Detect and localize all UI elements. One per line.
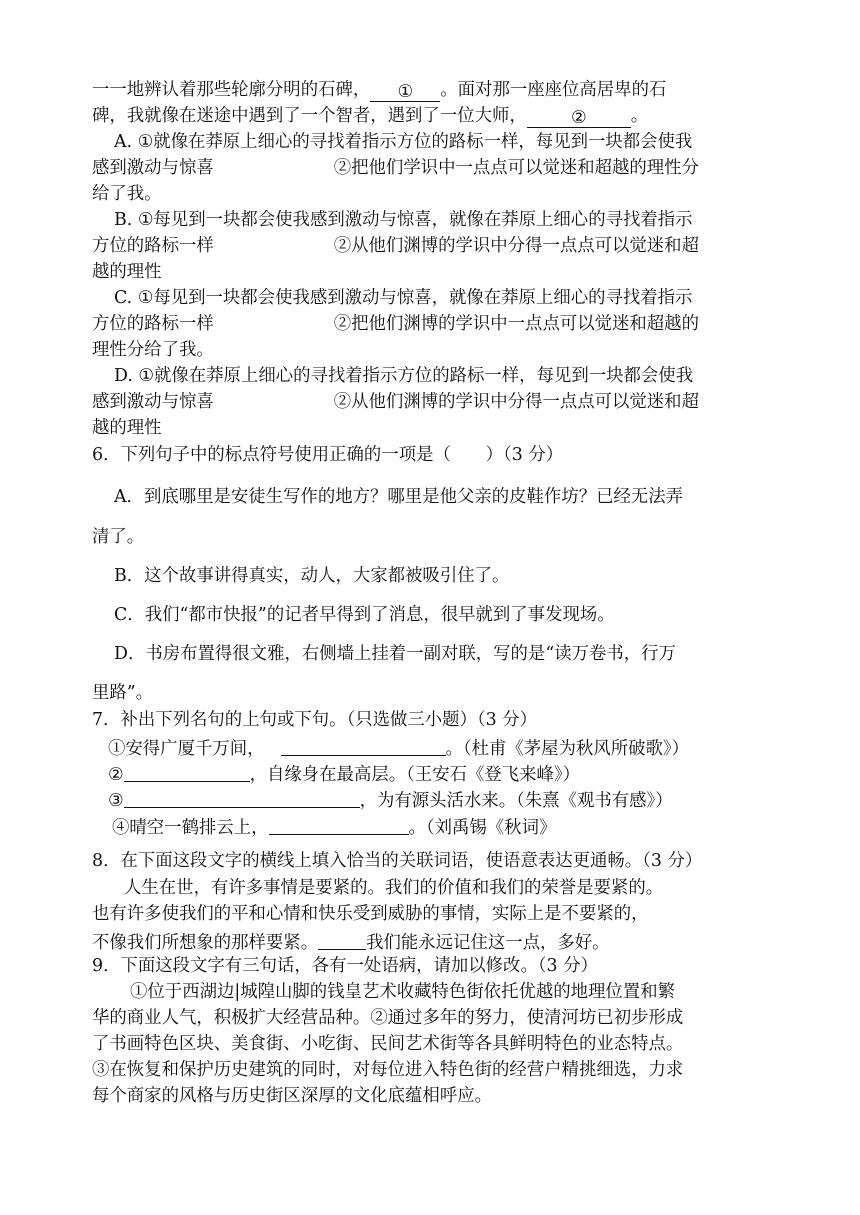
answer-blank-1[interactable] <box>281 738 446 756</box>
text: ②把他们学识中一点点可以觉迷和超越的理性分 <box>333 158 699 178</box>
q6-option-a-line-2: 清了。 <box>92 527 145 547</box>
text: 一一地辨认着那些轮廓分明的石碑， <box>92 80 371 100</box>
q8-para-line-3 <box>92 932 610 952</box>
text: ④晴空一鹤排云上， <box>112 818 269 838</box>
q5-option-a-line-1[interactable]: A. ①就像在莽原上细心的寻找着指示方位的路标一样，每见到一块都会使我 <box>114 132 693 152</box>
text: 感到激动与惊喜 <box>92 392 214 412</box>
q9-para-line-3: 了书画特色区块、美食街、小吃街、民间艺术街等各具鲜明特色的业态特点。 <box>92 1034 684 1054</box>
q5-option-d-line-1[interactable]: D. ①就像在莽原上细心的寻找着指示方位的路标一样，每见到一块都会使我 <box>114 366 694 386</box>
text: 方位的路标一样 <box>92 236 214 256</box>
q5-option-a-line-2 <box>92 160 699 177</box>
q7-item-3 <box>108 790 673 810</box>
text: ，为有源头活水来。（朱熹《观书有感》） <box>359 791 673 811</box>
text: ②从他们渊博的学识中分得一点点可以觉迷和超 <box>333 392 699 412</box>
text: ② <box>108 765 124 785</box>
q6-option-b[interactable]: B．这个故事讲得真实，动人，大家都被吸引住了。 <box>114 566 510 586</box>
q8-para-line-1: 人生在世，有许多事情是要紧的。我们的价值和我们的荣誉是要紧的。 <box>124 878 664 898</box>
q9-stem: 9．下面这段文字有三句话，各有一处语病，请加以修改。（3 分） <box>92 956 598 976</box>
text: ，自缘身在最高层。（王安石《登飞来峰》） <box>249 765 581 785</box>
text: ②把他们渊博的学识中一点点可以觉迷和超越的 <box>333 314 699 334</box>
q6-stem: 6．下列句子中的标点符号使用正确的一项是（ ）（3 分） <box>92 445 564 465</box>
text: ②从他们渊博的学识中分得一点点可以觉迷和超 <box>333 236 699 256</box>
text: 。 <box>630 106 649 126</box>
text: ③ <box>108 791 124 811</box>
q6-option-a-line-1[interactable]: A．到底哪里是安徒生写作的地方？哪里是他父亲的皮鞋作坊？已经无法弄 <box>114 487 684 507</box>
text: 。（杜甫《茅屋为秋风所破歌》） <box>445 739 689 759</box>
text: 。面对那一座座位高居卑的石 <box>440 80 667 100</box>
q8-stem: 8．在下面这段文字的横线上填入恰当的关联词语，使语意表达更通畅。（3 分） <box>92 851 703 871</box>
q5-option-b-line-3: 越的理性 <box>92 262 162 282</box>
q5-stem-line-1 <box>92 82 666 102</box>
q8-para-line-2: 也有许多使我们的平和心情和快乐受到威胁的事情，实际上是不要紧的， <box>92 904 649 924</box>
q9-para-line-2: 华的商业人气，积极扩大经营品种。②通过多年的努力，使清河坊已初步形成 <box>92 1008 684 1028</box>
q5-option-b-line-1[interactable]: B. ①每见到一块都会使我感到激动与惊喜，就像在莽原上细心的寻找着指示 <box>114 210 693 230</box>
q6-option-c[interactable]: C．我们“都市快报”的记者早得到了消息，很早就到了事发现场。 <box>114 605 615 625</box>
q5-option-d-line-3: 越的理性 <box>92 418 162 438</box>
q9-para-line-5: 每个商家的风格与历史街区深厚的文化底蕴相呼应。 <box>92 1086 492 1106</box>
q5-stem-line-2 <box>92 108 648 128</box>
text: ①安得广厦千万间， <box>108 739 265 759</box>
answer-blank-2[interactable] <box>124 764 250 782</box>
connective-blank[interactable] <box>318 932 366 950</box>
q5-option-d-line-2 <box>92 394 699 411</box>
blank-1[interactable]: ① <box>370 84 440 102</box>
q5-option-a-line-3: 给了我。 <box>92 184 162 204</box>
q5-option-c-line-1[interactable]: C. ①每见到一块都会使我感到激动与惊喜，就像在莽原上细心的寻找着指示 <box>114 288 693 308</box>
text: 感到激动与惊喜 <box>92 158 214 178</box>
answer-blank-4[interactable] <box>269 817 409 835</box>
q5-option-c-line-3: 理性分给了我。 <box>92 340 214 360</box>
q5-option-c-line-2 <box>92 316 699 333</box>
q9-para-line-1: ①位于西湖边|城隍山脚的钱皇艺术收藏特色街依托优越的地理位置和繁 <box>130 982 675 1002</box>
text: 不像我们所想象的那样要紧。 <box>92 933 319 953</box>
blank-2[interactable]: ② <box>527 110 631 128</box>
q7-item-4 <box>112 817 556 837</box>
answer-blank-3[interactable] <box>124 790 360 808</box>
q7-item-2 <box>108 764 580 784</box>
q7-item-1 <box>108 738 689 758</box>
q6-option-d-line-1[interactable]: D．书房布置得很文雅，右侧墙上挂着一副对联，写的是“读万卷书，行万 <box>114 644 676 664</box>
q7-stem: 7．补出下列名句的上句或下句。（只选做三小题）（3 分） <box>92 710 538 730</box>
q9-para-line-4: ③在恢复和保护历史建筑的同时，对每位进入特色街的经营户精挑细选，力求 <box>92 1060 684 1080</box>
text: 我们能永远记住这一点，多好。 <box>366 933 610 953</box>
q5-option-b-line-2 <box>92 238 699 255</box>
text: 。（刘禹锡《秋词》 <box>408 818 557 838</box>
q6-option-d-line-2: 里路”。 <box>92 683 154 703</box>
text: 方位的路标一样 <box>92 314 214 334</box>
text: 碑，我就像在迷途中遇到了一个智者，遇到了一位大师， <box>92 106 527 126</box>
